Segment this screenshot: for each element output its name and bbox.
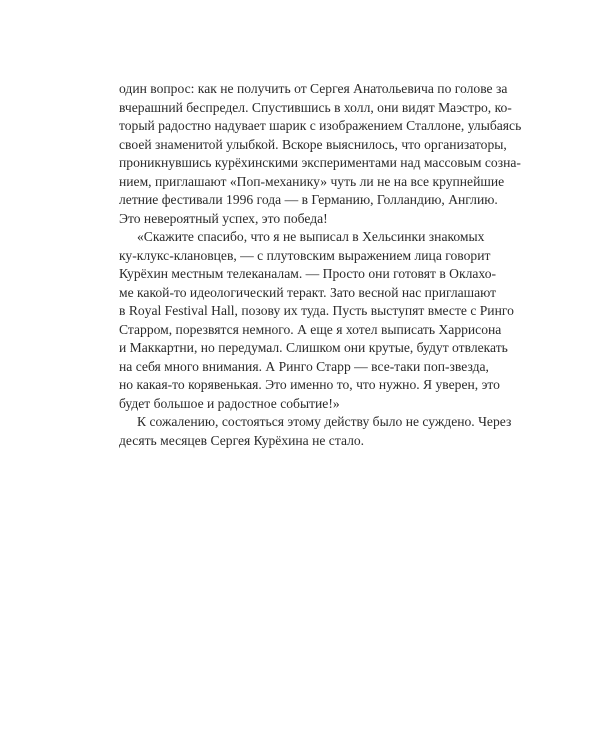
text-line: торый радостно надувает шарик с изображением Сталлоне, улыбаясь [119, 118, 522, 133]
text-line: своей знаменитой улыбкой. Вскоре выяснилось, что организаторы, [119, 136, 507, 152]
text-line: проникнувшись курёхинскими экспериментами над массовым созна- [119, 155, 521, 170]
text-line: ме какой-то идеологический теракт. Зато весной нас приглашают [119, 284, 497, 300]
text-line: «Скажите спасибо, что я не выписал в Хельсинки знакомых [137, 229, 485, 244]
text-line: К сожалению, состояться этому действу было не суждено. Через [137, 414, 512, 429]
text-line: десять месяцев Сергея Курёхина не стало. [119, 432, 365, 448]
text-line: но какая-то корявенькая. Это именно то, что нужно. Я уверен, это [119, 377, 500, 392]
text-line: Старром, порезвятся немного. А еще я хотел выписать Харрисона [119, 321, 502, 337]
text-line: один вопрос: как не получить от Сергея Анатольевича по голове за [119, 81, 508, 96]
text-line: ку-клукс-клановцев, — с плутовским выражением лица говорит [119, 247, 491, 263]
body-text [119, 80, 522, 450]
text-line: Курёхин местным телеканалам. — Просто они готовят в Оклахо- [119, 266, 497, 281]
text-line: на себя много внимания. А Ринго Старр — все-таки поп-звезда, [119, 358, 489, 374]
text-line: вчерашний беспредел. Спустившись в холл, они видят Маэстро, ко- [119, 99, 512, 115]
text-line: в Royal Festival Hall, позову их туда. Пусть выступят вместе с Ринго [119, 303, 514, 318]
text-line: Это невероятный успех, это победа! [119, 210, 328, 226]
text-line: летние фестивали 1996 года — в Германию, Голландию, Англию. [119, 192, 498, 207]
text-line: и Маккартни, но передумал. Слишком они крутые, будут отвлекать [119, 340, 508, 355]
text-line: будет большое и радостное событие!» [119, 395, 340, 411]
text-line: нием, приглашают «Поп-механику» чуть ли не на все крупнейшие [119, 173, 505, 189]
